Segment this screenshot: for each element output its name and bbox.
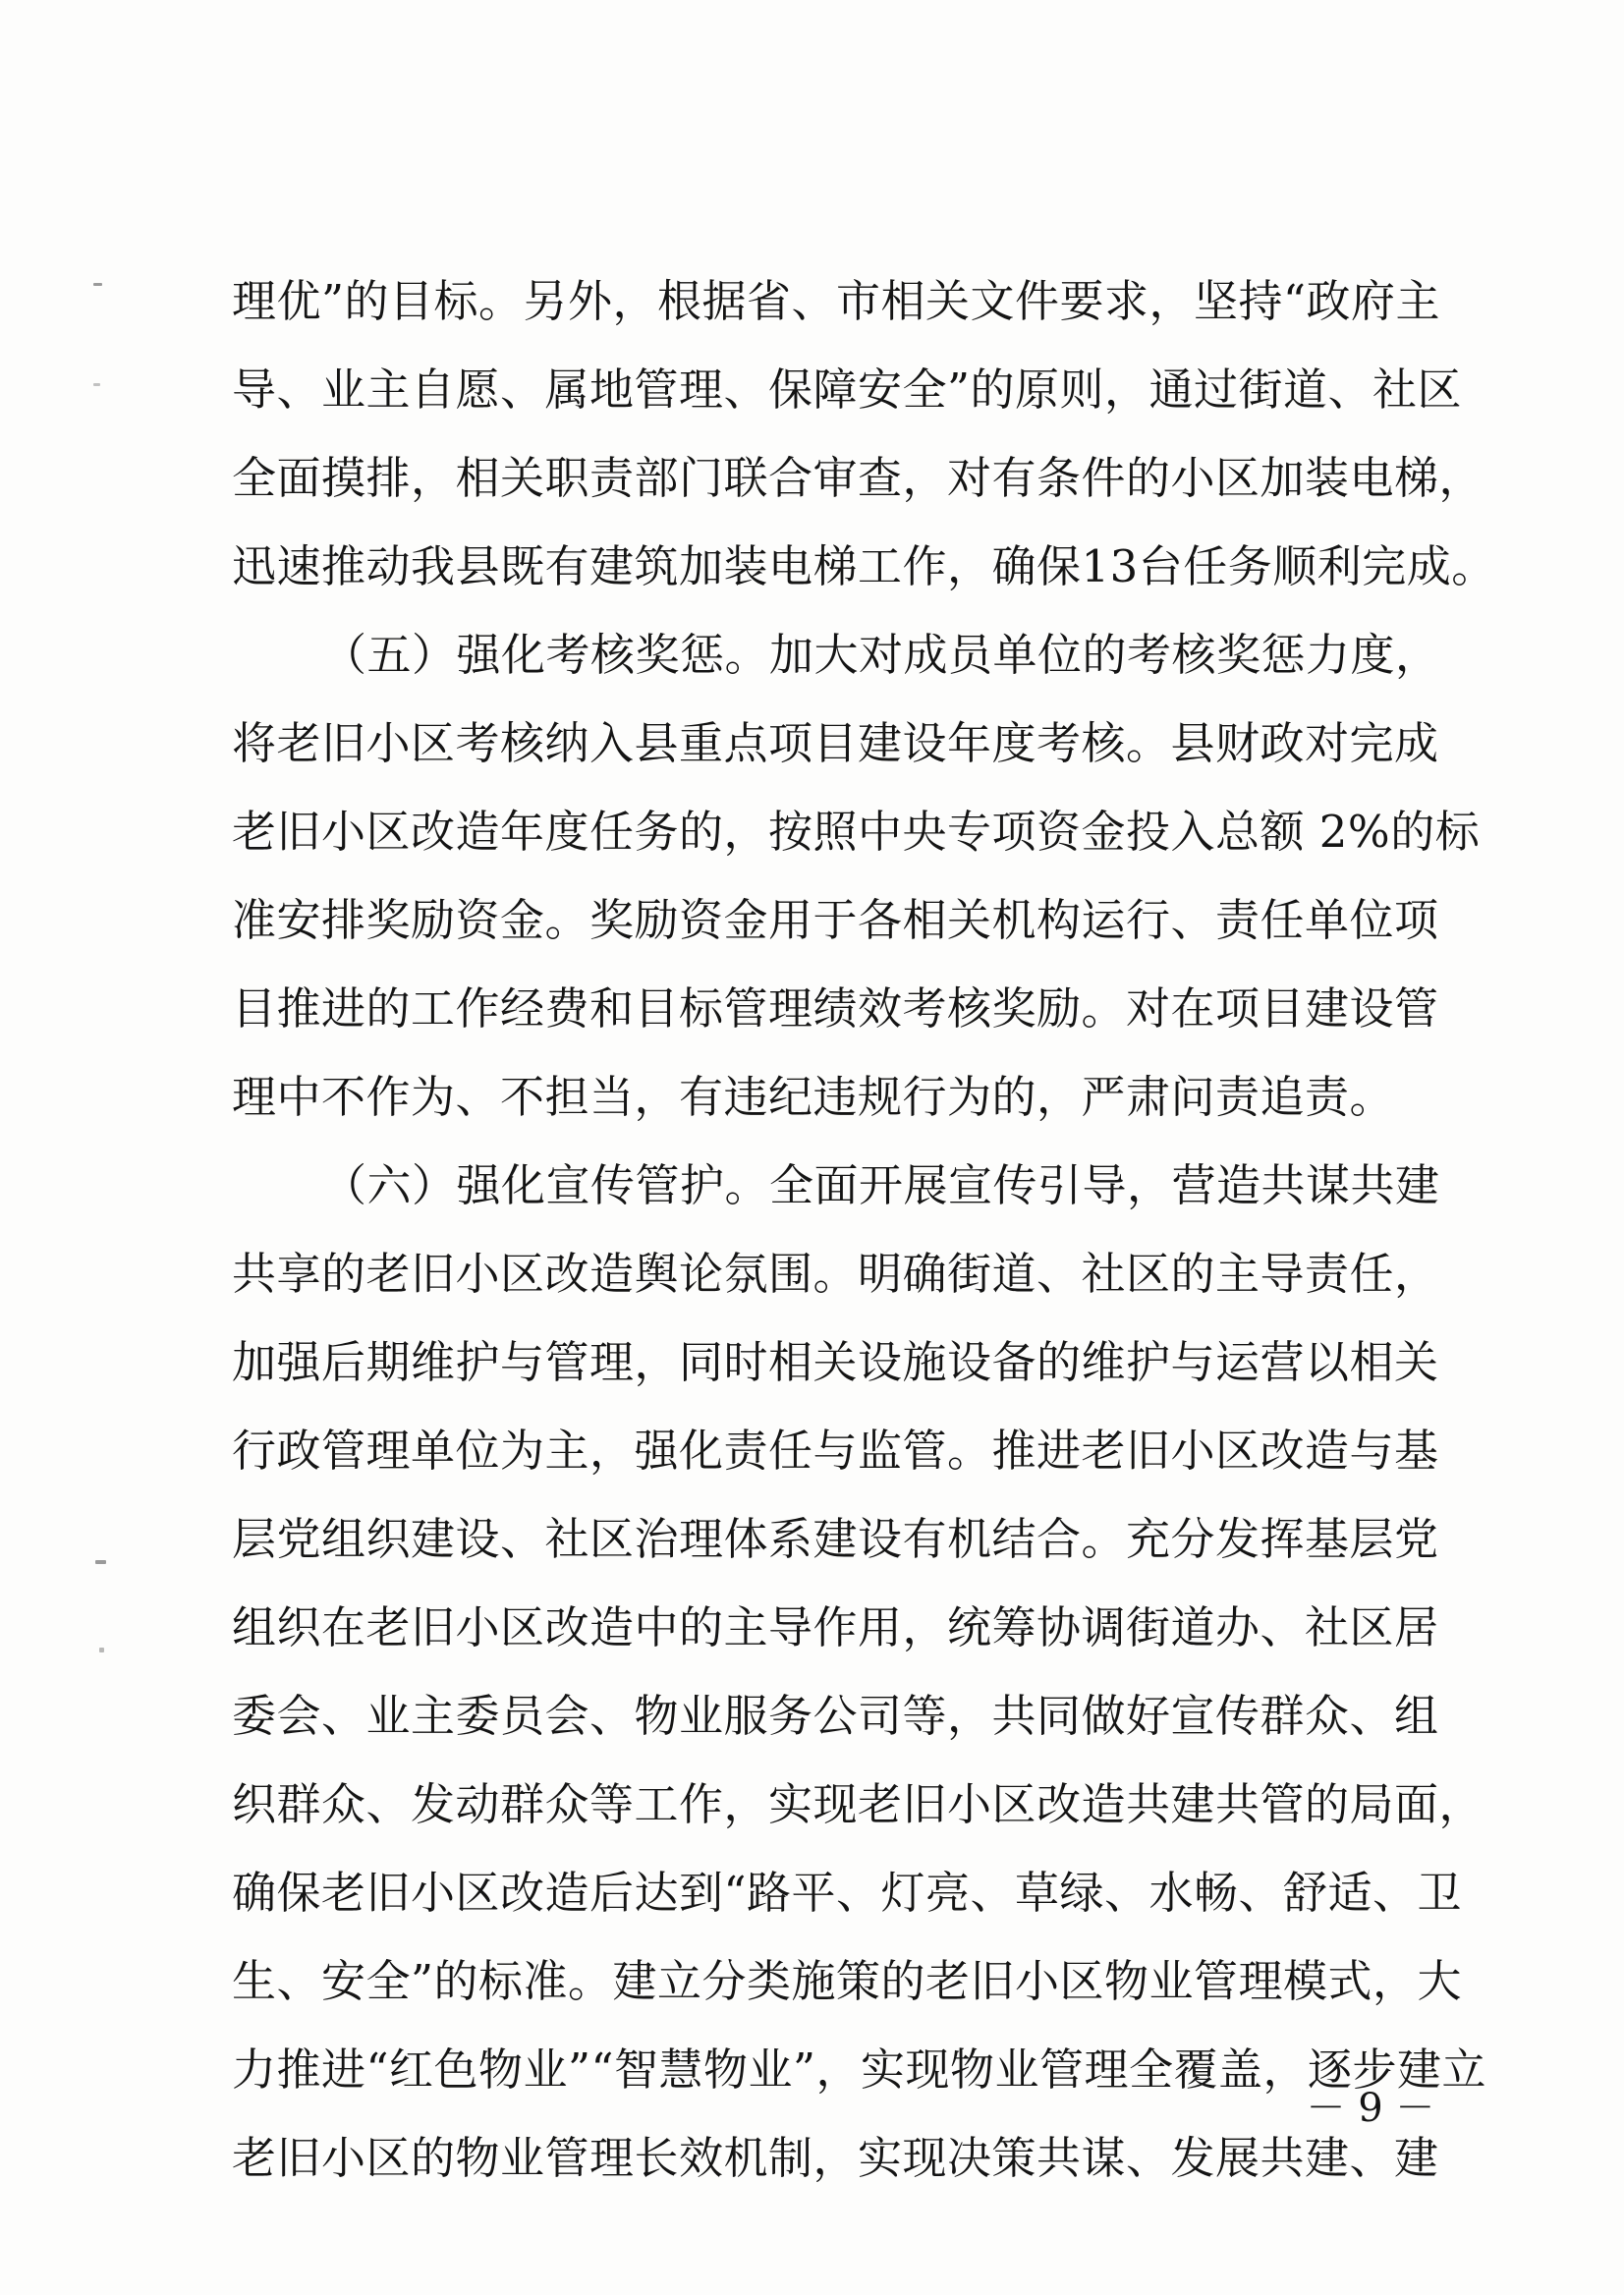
text-line: 共享的老旧小区改造舆论氛围。明确街道、社区的主导责任， [232,1248,1439,1300]
text-line: 老旧小区的物业管理长效机制，实现决策共谋、发展共建、建 [232,2132,1439,2184]
text-line: 理中不作为、不担当，有违纪违规行为的，严肃问责追责。 [232,1071,1395,1123]
body-text [232,257,1496,2203]
text-line: 目推进的工作经费和目标管理绩效考核奖励。对在项目建设管 [232,982,1439,1035]
text-line: 加强后期维护与管理，同时相关设施设备的维护与运营以相关 [232,1336,1439,1388]
page-number: － 9 － [1306,2086,1435,2131]
text-line: 全面摸排，相关职责部门联合审查，对有条件的小区加装电梯， [232,452,1484,504]
text-line: 导、业主自愿、属地管理、保障安全”的原则，通过街道、社区 [232,364,1463,416]
text-line: 组织在老旧小区改造中的主导作用，统筹协调街道办、社区居 [232,1601,1439,1653]
text-line: 老旧小区改造年度任务的，按照中央专项资金投入总额 2%的标 [232,806,1481,858]
text-line: 将老旧小区考核纳入县重点项目建设年度考核。县财政对完成 [232,717,1439,769]
text-line: 确保老旧小区改造后达到“路平、灯亮、草绿、水畅、舒适、卫 [232,1867,1463,1919]
scan-mark [95,1560,106,1564]
text-line: 理优”的目标。另外，根据省、市相关文件要求，坚持“政府主 [232,275,1441,327]
scan-mark [99,1648,104,1652]
section-heading-line: （五）强化考核奖惩。加大对成员单位的考核奖惩力度， [322,629,1440,681]
scan-mark [93,383,100,386]
text-line: 生、安全”的标准。建立分类施策的老旧小区物业管理模式，大 [232,1955,1463,2007]
scan-mark [93,283,102,286]
text-line: 行政管理单位为主，强化责任与监管。推进老旧小区改造与基 [232,1425,1439,1477]
text-line: 织群众、发动群众等工作，实现老旧小区改造共建共管的局面， [232,1778,1484,1830]
section-heading-line: （六）强化宣传管护。全面开展宣传引导，营造共谋共建 [322,1159,1440,1211]
text-line: 准安排奖励资金。奖励资金用于各相关机构运行、责任单位项 [232,894,1439,946]
text-line: 迅速推动我县既有建筑加装电梯工作，确保13台任务顺利完成。 [232,540,1496,592]
text-line: 委会、业主委员会、物业服务公司等，共同做好宣传群众、组 [232,1690,1439,1742]
text-line: 力推进“红色物业”“智慧物业”，实现物业管理全覆盖，逐步建立 [232,2043,1487,2096]
text-line: 层党组织建设、社区治理体系建设有机结合。充分发挥基层党 [232,1513,1439,1565]
